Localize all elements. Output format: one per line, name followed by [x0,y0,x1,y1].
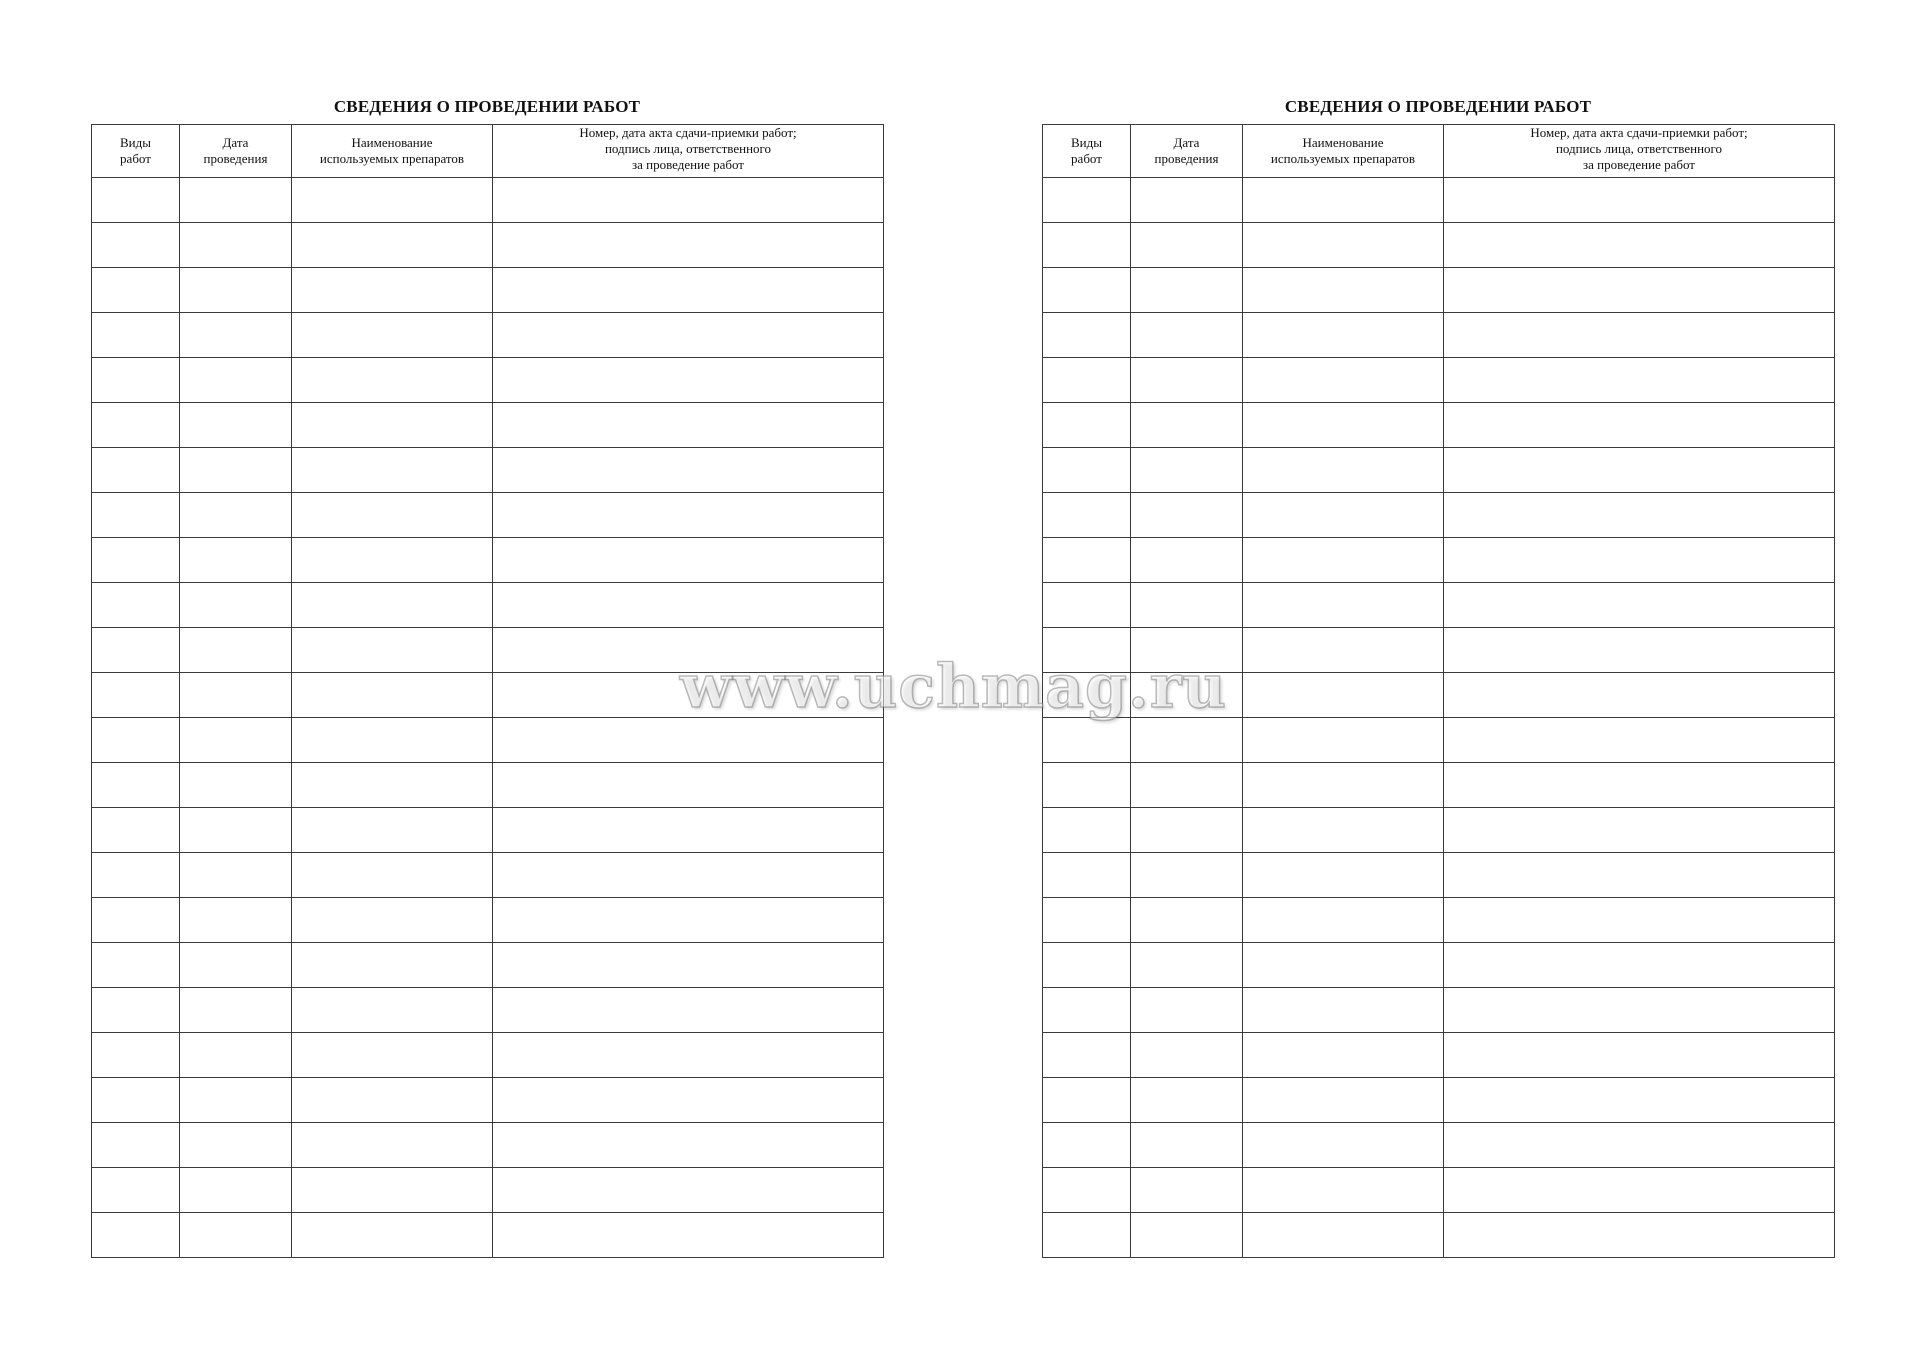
work-log-table [1042,124,1835,1258]
table-cell [1444,943,1835,988]
table-cell [1043,358,1131,403]
column-header-preparations: Наименование используемых препаратов [1243,125,1444,178]
table-cell [1243,628,1444,673]
table-cell [1444,988,1835,1033]
page-title: СВЕДЕНИЯ О ПРОВЕДЕНИИ РАБОТ [1284,97,1592,116]
table-cell [292,313,493,358]
table-cell [1243,448,1444,493]
table-cell [1444,358,1835,403]
table-row [1043,853,1835,898]
table-cell [1444,853,1835,898]
table-cell [1043,943,1131,988]
table-row [92,313,884,358]
table-cell [493,1078,884,1123]
table-body [92,178,884,1258]
table-row [92,1168,884,1213]
table-cell [92,1213,180,1258]
table-cell [92,358,180,403]
table-cell [92,673,180,718]
table-cell [493,178,884,223]
table-cell [1043,448,1131,493]
table-cell [180,718,292,763]
table-cell [1043,313,1131,358]
table-row [1043,1123,1835,1168]
table-cell [1043,178,1131,223]
table-cell [292,1123,493,1168]
table-cell [92,1123,180,1168]
table-cell [1131,358,1243,403]
table-cell [1243,583,1444,628]
table-cell [493,583,884,628]
table-row [92,988,884,1033]
column-header-act-signature: Номер, дата акта сдачи-приемки работ; подпись лица, ответственного за проведение работ [1444,125,1835,178]
column-header-act-signature: Номер, дата акта сдачи-приемки работ; подпись лица, ответственного за проведение работ [493,125,884,178]
table-cell [92,313,180,358]
table-cell [1131,223,1243,268]
table-cell [292,718,493,763]
table-cell [493,493,884,538]
table-cell [1043,763,1131,808]
table-row [1043,943,1835,988]
table-row [1043,1213,1835,1258]
table-row [1043,673,1835,718]
table-row [92,718,884,763]
watermark: www.uchmag.ru [680,652,1228,722]
table-cell [493,358,884,403]
table-row [92,493,884,538]
table-cell [92,403,180,448]
table-cell [180,628,292,673]
table-cell [180,808,292,853]
table-cell [1243,313,1444,358]
table-cell [1243,943,1444,988]
table-cell [1043,808,1131,853]
table-row [1043,178,1835,223]
table-cell [1131,673,1243,718]
table-cell [1131,178,1243,223]
table-cell [1043,1168,1131,1213]
table-cell [292,358,493,403]
table-cell [292,898,493,943]
table-cell [292,448,493,493]
table-cell [180,178,292,223]
table-cell [493,1213,884,1258]
table-cell [1043,1213,1131,1258]
table-cell [1444,898,1835,943]
table-cell [92,1033,180,1078]
table-cell [1043,268,1131,313]
table-cell [1131,808,1243,853]
table-cell [1131,1123,1243,1168]
table-row [1043,718,1835,763]
table-cell [180,1078,292,1123]
table-cell [1131,853,1243,898]
table-cell [1444,763,1835,808]
table-cell [92,538,180,583]
table-cell [1131,943,1243,988]
table-cell [1131,988,1243,1033]
table-cell [1444,493,1835,538]
column-header-work-type: Виды работ [92,125,180,178]
table-row [92,853,884,898]
table-cell [1131,448,1243,493]
table-cell [1043,403,1131,448]
table-cell [1243,988,1444,1033]
table-cell [92,763,180,808]
table-header-row [1043,125,1835,178]
table-cell [180,448,292,493]
table-cell [1043,493,1131,538]
table-cell [493,1168,884,1213]
table-cell [1243,673,1444,718]
table-cell [180,583,292,628]
table-cell [292,763,493,808]
table-row [1043,448,1835,493]
table-body [1043,178,1835,1258]
table-row [92,583,884,628]
table-row [92,763,884,808]
table-cell [1444,403,1835,448]
table-cell [92,988,180,1033]
table-cell [92,1078,180,1123]
left-page [91,96,883,1258]
table-cell [1243,1078,1444,1123]
table-cell [180,538,292,583]
table-cell [292,178,493,223]
table-cell [180,898,292,943]
table-cell [493,898,884,943]
table-cell [292,628,493,673]
table-row [1043,268,1835,313]
table-cell [1444,268,1835,313]
table-row [92,628,884,673]
table-row [1043,583,1835,628]
table-cell [292,1033,493,1078]
table-cell [180,763,292,808]
table-cell [1444,808,1835,853]
table-cell [292,1078,493,1123]
table-cell [292,673,493,718]
table-cell [180,943,292,988]
table-cell [1243,853,1444,898]
table-cell [1043,898,1131,943]
table-row [1043,1168,1835,1213]
table-cell [180,268,292,313]
table-cell [1243,1123,1444,1168]
table-cell [493,1033,884,1078]
table-cell [493,538,884,583]
table-cell [92,178,180,223]
table-cell [1444,583,1835,628]
table-row [1043,313,1835,358]
table-cell [292,1168,493,1213]
table-cell [493,673,884,718]
table-cell [1444,1213,1835,1258]
table-cell [292,583,493,628]
table-row [92,673,884,718]
table-cell [493,718,884,763]
table-cell [1243,403,1444,448]
table-cell [292,223,493,268]
table-cell [292,943,493,988]
right-page [1042,96,1834,1258]
table-cell [180,313,292,358]
table-cell [180,853,292,898]
table-cell [1131,403,1243,448]
table-cell [180,1123,292,1168]
table-row [92,898,884,943]
table-cell [1131,1168,1243,1213]
table-cell [292,403,493,448]
table-cell [180,1033,292,1078]
table-cell [180,673,292,718]
table-cell [1444,223,1835,268]
table-row [92,448,884,493]
table-cell [1243,718,1444,763]
table-cell [1444,1123,1835,1168]
table-cell [1131,493,1243,538]
table-cell [1131,268,1243,313]
table-cell [1243,898,1444,943]
table-cell [493,268,884,313]
table-cell [92,718,180,763]
table-cell [1444,628,1835,673]
table-cell [493,988,884,1033]
table-cell [1243,808,1444,853]
table-cell [92,628,180,673]
table-cell [92,943,180,988]
table-row [1043,628,1835,673]
table-cell [1444,1168,1835,1213]
table-row [92,943,884,988]
table-cell [1043,988,1131,1033]
table-cell [1243,1033,1444,1078]
table-cell [292,493,493,538]
table-cell [180,403,292,448]
table-cell [1131,763,1243,808]
page-title: СВЕДЕНИЯ О ПРОВЕДЕНИИ РАБОТ [333,97,641,116]
table-cell [1131,313,1243,358]
table-row [1043,988,1835,1033]
table-cell [1043,718,1131,763]
table-cell [1243,538,1444,583]
table-cell [1131,583,1243,628]
table-cell [1444,448,1835,493]
table-cell [92,493,180,538]
table-cell [92,898,180,943]
table-cell [92,223,180,268]
table-row [92,223,884,268]
table-cell [1243,1213,1444,1258]
table-cell [92,853,180,898]
table-cell [292,268,493,313]
table-cell [292,808,493,853]
table-cell [1043,673,1131,718]
table-cell [92,583,180,628]
table-cell [1043,1078,1131,1123]
table-cell [92,448,180,493]
table-cell [1444,673,1835,718]
column-header-preparations: Наименование используемых препаратов [292,125,493,178]
table-cell [292,538,493,583]
table-cell [1243,763,1444,808]
table-cell [493,853,884,898]
table-cell [493,1123,884,1168]
table-cell [1043,853,1131,898]
table-cell [493,763,884,808]
table-cell [1043,1123,1131,1168]
table-row [1043,358,1835,403]
table-cell [1131,628,1243,673]
table-cell [292,1213,493,1258]
table-cell [1043,223,1131,268]
table-cell [292,853,493,898]
table-row [92,1123,884,1168]
table-row [92,178,884,223]
table-cell [1043,628,1131,673]
table-row [92,808,884,853]
table-cell [493,943,884,988]
table-cell [1444,718,1835,763]
table-cell [1131,718,1243,763]
table-row [92,268,884,313]
table-row [1043,898,1835,943]
table-row [1043,538,1835,583]
table-cell [493,808,884,853]
table-cell [180,1168,292,1213]
table-cell [1043,583,1131,628]
table-cell [1444,538,1835,583]
table-cell [493,628,884,673]
table-header-row [92,125,884,178]
table-row [1043,493,1835,538]
table-cell [493,403,884,448]
table-row [92,403,884,448]
table-cell [292,988,493,1033]
table-row [1043,808,1835,853]
table-cell [1444,1078,1835,1123]
table-cell [180,223,292,268]
table-row [92,538,884,583]
table-row [92,1078,884,1123]
table-row [92,1033,884,1078]
table-cell [1243,358,1444,403]
table-cell [493,223,884,268]
column-header-work-type: Виды работ [1043,125,1131,178]
table-cell [1131,898,1243,943]
table-cell [180,988,292,1033]
table-cell [180,1213,292,1258]
table-cell [1243,178,1444,223]
work-log-table [91,124,884,1258]
table-cell [1131,1213,1243,1258]
table-cell [1444,1033,1835,1078]
column-header-date: Дата проведения [180,125,292,178]
table-cell [1131,1078,1243,1123]
table-row [92,358,884,403]
table-cell [1243,223,1444,268]
table-row [1043,223,1835,268]
table-row [92,1213,884,1258]
table-cell [92,268,180,313]
table-cell [493,313,884,358]
table-cell [1043,1033,1131,1078]
table-row [1043,1078,1835,1123]
table-cell [92,1168,180,1213]
table-cell [180,493,292,538]
column-header-date: Дата проведения [1131,125,1243,178]
table-cell [1243,493,1444,538]
table-cell [1444,313,1835,358]
table-cell [1131,538,1243,583]
table-cell [1243,268,1444,313]
table-cell [493,448,884,493]
table-cell [180,358,292,403]
table-cell [1444,178,1835,223]
table-row [1043,1033,1835,1078]
table-cell [1043,538,1131,583]
table-cell [92,808,180,853]
table-row [1043,763,1835,808]
table-cell [1243,1168,1444,1213]
table-row [1043,403,1835,448]
table-cell [1131,1033,1243,1078]
